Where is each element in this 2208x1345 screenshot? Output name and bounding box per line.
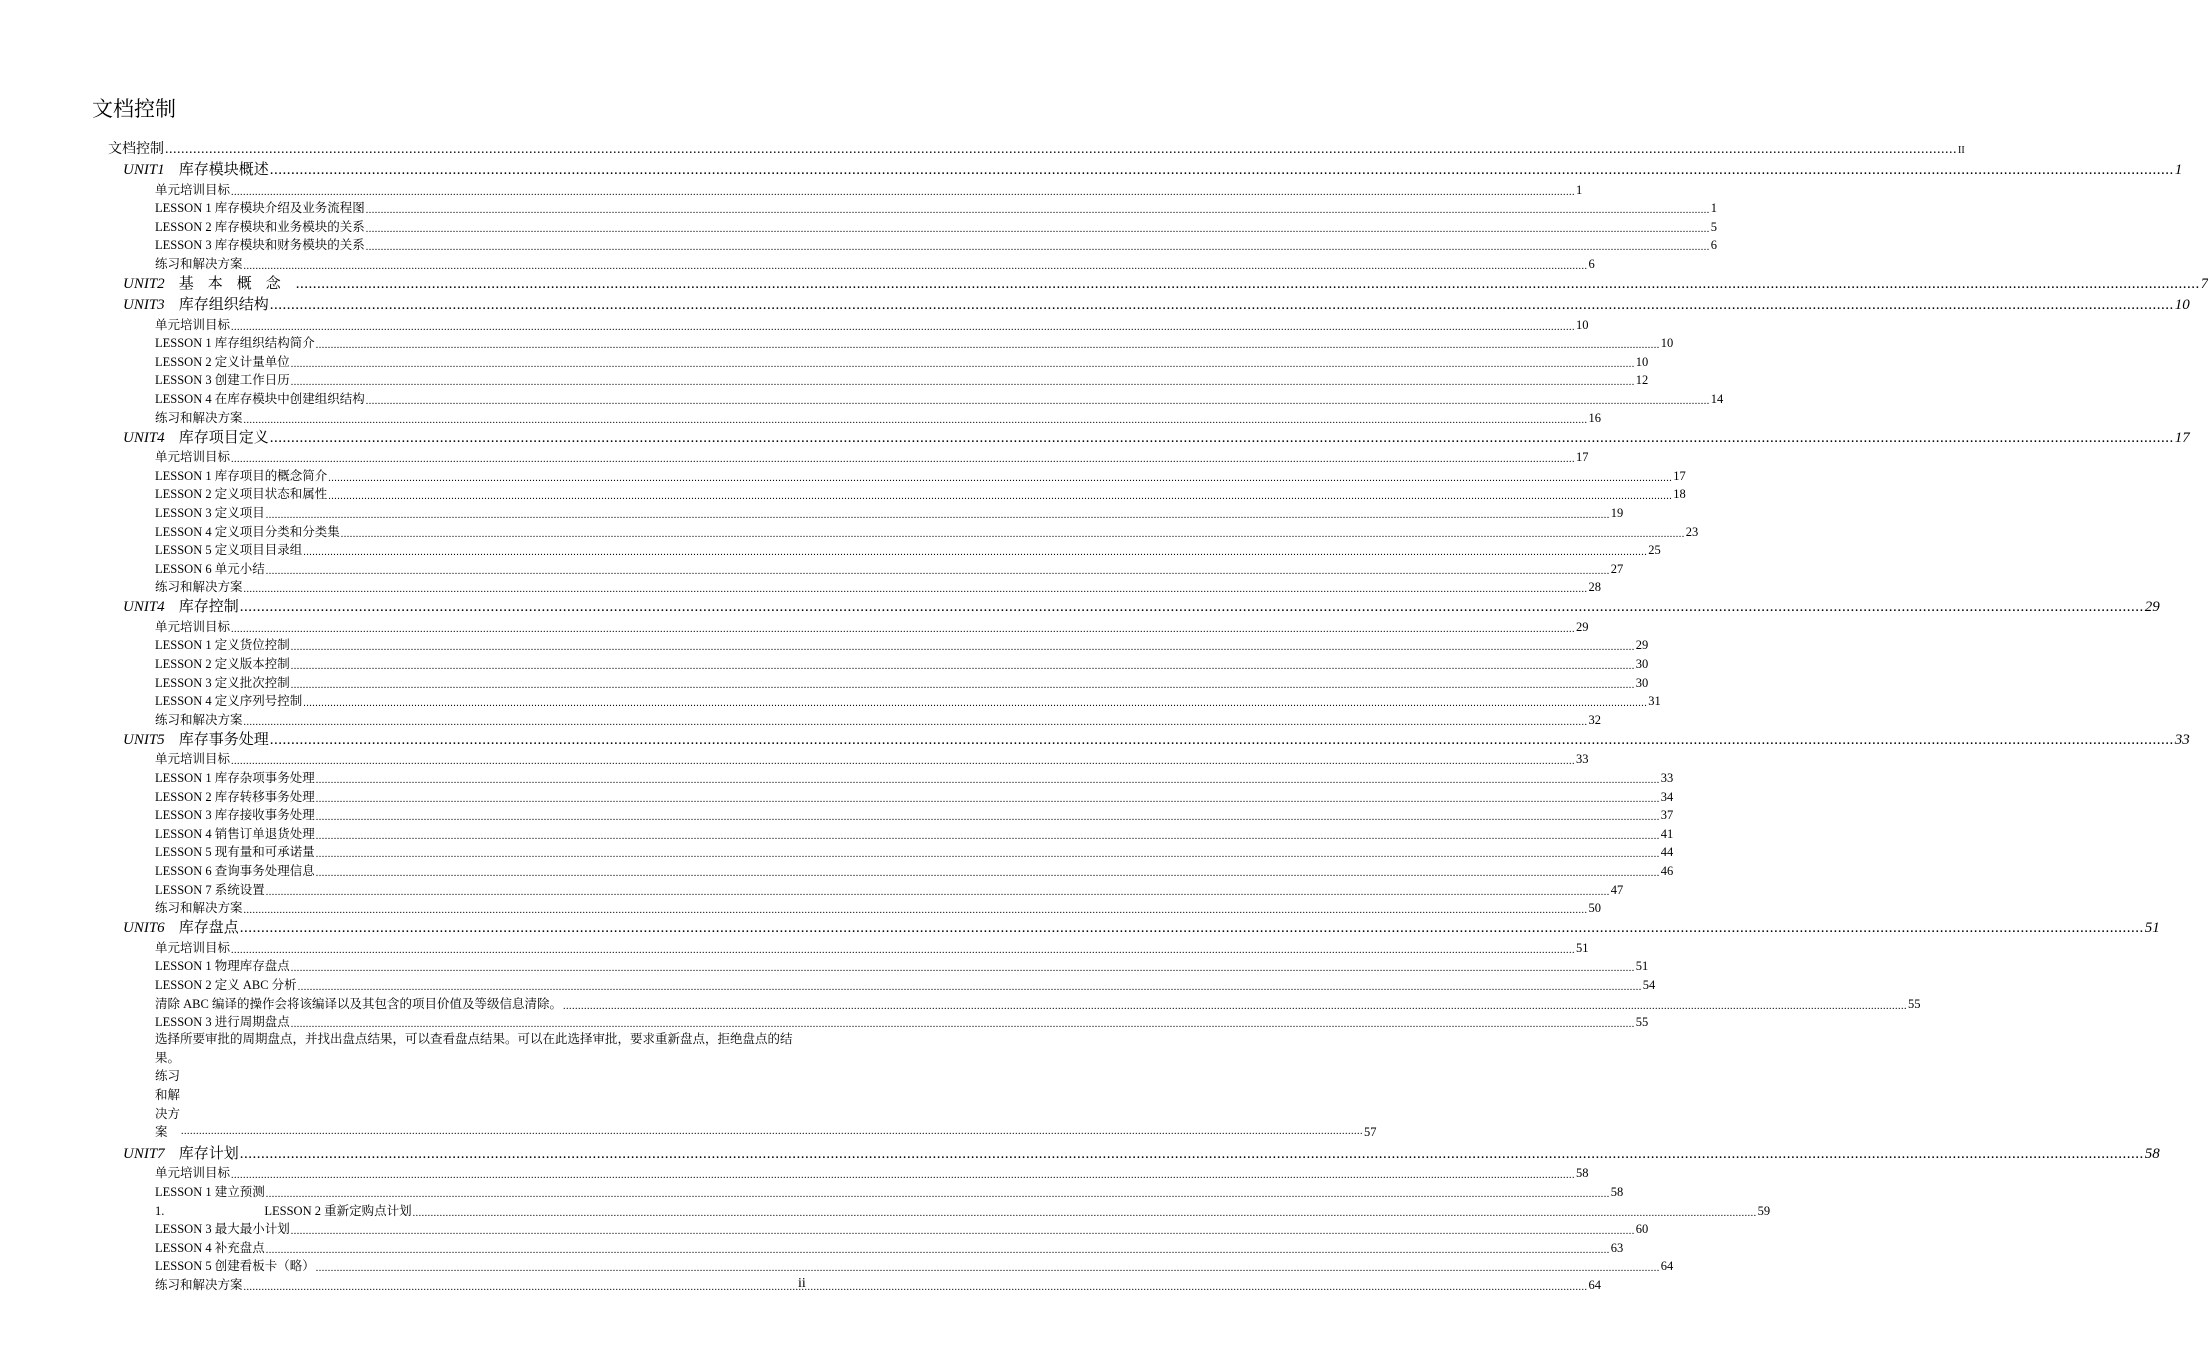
table-of-contents <box>0 139 2208 1293</box>
dot-leader <box>291 1019 1635 1030</box>
dot-leader <box>231 756 1575 767</box>
toc-lesson-title-text: LESSON 4 定义项目分类和分类集 <box>155 524 340 539</box>
toc-lesson-title-text: LESSON 3 定义批次控制 <box>155 675 290 690</box>
toc-lesson-page: 27 <box>1610 561 1624 576</box>
toc-lesson-title-text: 单元培训目标 <box>155 450 231 465</box>
toc-lesson-title <box>155 408 243 426</box>
toc-lesson-page: 32 <box>1588 712 1602 727</box>
dot-leader <box>244 905 1588 916</box>
dot-leader <box>291 1226 1635 1237</box>
toc-lesson-title <box>155 673 290 691</box>
dot-leader <box>244 261 1588 272</box>
toc-lesson-page: 34 <box>1660 789 1674 804</box>
toc-lesson-page: 29 <box>1576 619 1589 634</box>
dot-leader <box>244 1282 1588 1293</box>
toc-unit-page: 58 <box>2144 1145 2160 1162</box>
toc-unit-label: UNIT4 <box>123 429 165 446</box>
toc-lesson-page: 5 <box>1710 219 1717 234</box>
toc-lesson-page: 44 <box>1660 845 1674 860</box>
dot-leader <box>231 945 1575 956</box>
toc-lesson-title-text: LESSON 3 创建工作日历 <box>155 373 290 388</box>
toc-lesson-title-text: LESSON 1 库存模块介绍及业务流程图 <box>155 201 365 216</box>
toc-lesson-title-text: LESSON 1 物理库存盘点 <box>155 959 290 974</box>
dot-leader <box>240 920 2144 937</box>
toc-lesson-page: 54 <box>1642 977 1656 992</box>
toc-unit-name: 库存项目定义 <box>178 429 269 446</box>
toc-lesson-title-text: LESSON 2 定义 ABC 分析 <box>155 977 297 992</box>
toc-unit-page: 1 <box>2174 162 2183 178</box>
toc-lesson-title <box>155 180 230 198</box>
toc-unit-title <box>123 728 269 749</box>
toc-lesson-page: 30 <box>1635 657 1649 672</box>
toc-lesson-page: 60 <box>1635 1222 1649 1237</box>
toc-lesson-entry[interactable] <box>0 1274 1602 1293</box>
toc-lesson-entry[interactable] <box>0 465 1686 484</box>
toc-lesson-title-text: LESSON 3 库存接收事务处理 <box>155 808 315 823</box>
toc-lesson-entry[interactable] <box>0 198 1717 217</box>
toc-lesson-entry[interactable] <box>0 333 1674 352</box>
toc-entry-page: 57 <box>1364 1125 1377 1140</box>
toc-unit-label: UNIT1 <box>123 162 165 178</box>
toc-lesson-title-text: 练习和解决方案 <box>155 712 243 727</box>
toc-lesson-title-text: LESSON 3 进行周期盘点 <box>155 1015 290 1030</box>
dot-leader <box>316 340 1660 351</box>
toc-lesson-entry[interactable] <box>0 1163 1589 1182</box>
toc-lesson-title <box>155 617 230 635</box>
toc-lesson-title-text: LESSON 1 库存组织结构简介 <box>155 336 315 351</box>
toc-lesson-title <box>155 559 265 577</box>
toc-lesson-page: 23 <box>1685 524 1699 539</box>
toc-lesson-title-text: LESSON 4 销售订单退货处理 <box>155 826 315 841</box>
toc-lesson-entry[interactable] <box>0 216 1717 235</box>
toc-unit-title <box>123 293 269 314</box>
toc-lesson-title <box>155 466 327 484</box>
toc-unit-page: 29 <box>2144 599 2160 616</box>
toc-unit-title <box>123 158 269 179</box>
dot-leader <box>240 599 2144 616</box>
toc-lesson-title-text: LESSON 3 定义项目 <box>155 505 265 520</box>
toc-lesson-page: 17 <box>1673 468 1686 483</box>
toc-lesson-entry[interactable] <box>0 1181 1624 1200</box>
dot-leader <box>165 142 1957 158</box>
toc-lesson-entry[interactable] <box>0 860 1674 879</box>
toc-unit-name: 基本概念 <box>178 275 295 292</box>
toc-unit-title <box>123 595 239 616</box>
toc-lesson-page: 30 <box>1635 675 1649 690</box>
toc-lesson-title <box>155 198 365 216</box>
toc-lesson-entry[interactable] <box>0 635 1649 654</box>
toc-lesson-title-text: LESSON 7 系统设置 <box>155 882 265 897</box>
dot-leader <box>291 680 1635 691</box>
toc-lesson-title <box>155 389 365 407</box>
toc-lesson-page: 33 <box>1576 752 1589 767</box>
toc-unit-entry[interactable] <box>0 293 2190 314</box>
toc-unit-entry[interactable] <box>0 272 2208 293</box>
toc-lesson-title <box>155 540 302 558</box>
toc-lesson-title <box>155 1163 230 1181</box>
toc-lesson-entry[interactable] <box>0 484 1686 503</box>
toc-lesson-title-text: LESSON 2 定义计量单位 <box>155 354 290 369</box>
toc-lesson-title-text: 单元培训目标 <box>155 1166 231 1181</box>
toc-lesson-title <box>155 1238 265 1256</box>
dot-leader <box>291 963 1635 974</box>
toc-lesson-entry[interactable] <box>0 805 1674 824</box>
dot-leader <box>291 377 1635 388</box>
toc-lesson-entry[interactable] <box>0 314 1589 333</box>
toc-lesson-title <box>155 522 340 540</box>
dot-leader <box>296 276 2200 293</box>
dot-leader <box>270 430 2174 447</box>
toc-lesson-number: 1. <box>155 1203 165 1218</box>
toc-lesson-title-text: 练习和解决方案 <box>155 410 243 425</box>
dot-leader <box>266 887 1610 898</box>
toc-lesson-entry[interactable] <box>0 447 1589 466</box>
toc-lesson-title-text: LESSON 5 创建看板卡（略） <box>155 1259 315 1274</box>
toc-lesson-title-text: LESSON 1 库存项目的概念简介 <box>155 468 328 483</box>
toc-lesson-entry[interactable] <box>0 653 1649 672</box>
toc-lesson-title <box>155 503 265 521</box>
toc-entry-title-line2: 果。练习和解决方案 <box>155 1050 181 1140</box>
toc-lesson-title <box>155 1219 290 1237</box>
dot-leader <box>231 1170 1575 1181</box>
toc-lesson-entry[interactable] <box>0 823 1674 842</box>
toc-lesson-title-text: LESSON 2 库存转移事务处理 <box>155 789 315 804</box>
toc-lesson-title <box>155 654 290 672</box>
toc-lesson-page: 31 <box>1648 694 1661 709</box>
toc-entry-page: II <box>1958 145 1965 156</box>
dot-leader <box>316 849 1660 860</box>
toc-unit-page: 51 <box>2144 920 2160 937</box>
dot-leader <box>270 297 2174 314</box>
toc-unit-name: 库存事务处理 <box>178 731 269 748</box>
toc-lesson-entry[interactable] <box>0 993 1921 1012</box>
toc-lesson-entry[interactable] <box>0 407 1602 426</box>
toc-lesson-title <box>155 333 315 351</box>
toc-lesson-title-text: LESSON 3 库存模块和财务模块的关系 <box>155 238 365 253</box>
toc-lesson-entry[interactable] <box>0 709 1602 728</box>
dot-leader <box>328 473 1672 484</box>
toc-lesson-title-text: LESSON 1 建立预测 <box>155 1184 265 1199</box>
toc-lesson-title-text: LESSON 1 定义货位控制 <box>155 638 290 653</box>
toc-lesson-title-text: LESSON 4 补充盘点 <box>155 1240 265 1255</box>
toc-lesson-page: 6 <box>1588 256 1595 271</box>
dot-leader: .......................................................................................................................................................................................................................................................................................................................................................................................................... <box>181 1126 1364 1138</box>
toc-lesson-title <box>155 1201 412 1219</box>
toc-unit-name: 库存组织结构 <box>178 296 269 313</box>
toc-unit-name: 库存控制 <box>178 599 239 616</box>
toc-lesson-title-text: 练习和解决方案 <box>155 580 243 595</box>
toc-unit-title <box>123 916 239 937</box>
toc-lesson-entry[interactable] <box>0 1237 1624 1256</box>
toc-lesson-title <box>155 956 290 974</box>
toc-unit-name: 库存盘点 <box>178 920 239 937</box>
toc-lesson-page: 25 <box>1648 543 1661 558</box>
toc-lesson-title <box>155 370 290 388</box>
dot-leader <box>244 717 1588 728</box>
dot-leader <box>413 1208 1757 1219</box>
toc-unit-entry[interactable] <box>0 595 2160 616</box>
toc-lesson-page: 58 <box>1576 1166 1589 1181</box>
dot-leader <box>270 162 2174 179</box>
toc-units <box>0 158 2208 1030</box>
dot-leader <box>244 584 1588 595</box>
toc-lesson-title-text: LESSON 4 在库存模块中创建组织结构 <box>155 391 365 406</box>
toc-lesson-title-text: 练习和解决方案 <box>155 1277 243 1292</box>
toc-unit-label: UNIT5 <box>123 731 165 748</box>
toc-lesson-title <box>155 749 230 767</box>
toc-lesson-entry[interactable] <box>0 616 1589 635</box>
toc-unit-page: 10 <box>2174 296 2190 313</box>
toc-lesson-page: 51 <box>1635 959 1649 974</box>
toc-lesson-title <box>155 768 315 786</box>
toc-unit-label: UNIT6 <box>123 920 165 937</box>
dot-leader <box>316 775 1660 786</box>
dot-leader <box>270 732 2174 749</box>
toc-lesson-title <box>155 254 243 272</box>
toc-lesson-title-text: 练习和解决方案 <box>155 256 243 271</box>
toc-lesson-page: 1 <box>1710 201 1717 216</box>
toc-lesson-title <box>155 1012 290 1030</box>
toc-lesson-title <box>155 710 243 728</box>
toc-lesson-title-text: LESSON 2 定义版本控制 <box>155 657 290 672</box>
toc-lesson-title <box>155 880 265 898</box>
toc-lesson-entry[interactable] <box>0 767 1674 786</box>
dot-leader <box>266 1245 1610 1256</box>
toc-lesson-title-text: LESSON 2 重新定购点计划 <box>264 1203 412 1218</box>
toc-lesson-title <box>155 484 327 502</box>
toc-lesson-entry[interactable] <box>0 672 1649 691</box>
toc-lesson-entry[interactable] <box>0 351 1649 370</box>
toc-lesson-title <box>155 352 290 370</box>
page-number: ii <box>798 1276 806 1291</box>
toc-lesson-page: 63 <box>1610 1240 1624 1255</box>
toc-lesson-entry[interactable] <box>0 1219 1649 1238</box>
toc-lesson-entry[interactable] <box>0 1012 1649 1031</box>
toc-lesson-entry[interactable] <box>0 502 1624 521</box>
dot-leader <box>366 396 1710 407</box>
toc-entry-title: 文档控制 <box>108 142 164 157</box>
dot-leader <box>303 547 1647 558</box>
toc-lesson-page: 10 <box>1660 336 1674 351</box>
dot-leader <box>316 831 1660 842</box>
toc-unit-page: 33 <box>2174 731 2190 748</box>
dot-leader <box>266 1189 1610 1200</box>
toc-lesson-title <box>155 217 365 235</box>
toc-lesson-page: 47 <box>1610 882 1624 897</box>
toc-lesson-page: 55 <box>1907 996 1921 1011</box>
toc-lesson-title-text: 练习和解决方案 <box>155 901 243 916</box>
toc-lesson-title <box>155 1182 265 1200</box>
toc-lesson-entry[interactable] <box>0 898 1602 917</box>
toc-unit-entry[interactable] <box>0 1142 2160 1163</box>
toc-entry-title-line2-row <box>155 1049 1377 1142</box>
toc-unit-title <box>123 1142 239 1163</box>
dot-leader <box>366 224 1710 235</box>
toc-lesson-entry[interactable] <box>0 235 1717 254</box>
dot-leader <box>291 642 1635 653</box>
dot-leader <box>316 868 1660 879</box>
toc-lesson-page: 55 <box>1635 1015 1649 1030</box>
toc-unit-entry[interactable] <box>0 728 2190 749</box>
toc-lesson-page: 12 <box>1635 373 1649 388</box>
dot-leader <box>298 982 1642 993</box>
toc-lesson-entry[interactable] <box>0 1200 1771 1219</box>
toc-lesson-page: 16 <box>1588 410 1602 425</box>
toc-lesson-title-text: LESSON 5 定义项目目录组 <box>155 543 303 558</box>
toc-lesson-title <box>155 861 315 879</box>
toc-lesson-title-text: 单元培训目标 <box>155 317 231 332</box>
toc-lesson-page: 59 <box>1757 1203 1771 1218</box>
dot-leader <box>563 1001 1907 1012</box>
toc-lesson-page: 64 <box>1588 1277 1602 1292</box>
toc-lesson-page: 58 <box>1610 1184 1624 1199</box>
dot-leader <box>291 359 1635 370</box>
toc-lesson-title-text: 单元培训目标 <box>155 182 231 197</box>
toc-lesson-entry[interactable] <box>0 691 1661 710</box>
dot-leader <box>231 187 1575 198</box>
toc-lesson-page: 19 <box>1610 505 1624 520</box>
toc-lesson-title <box>155 691 302 709</box>
toc-lesson-entry[interactable] <box>0 842 1674 861</box>
toc-unit-title <box>123 426 269 447</box>
dot-leader <box>266 566 1610 577</box>
dot-leader <box>231 454 1575 465</box>
toc-lesson-entry[interactable] <box>0 577 1602 596</box>
toc-lesson-page: 37 <box>1660 808 1674 823</box>
dot-leader <box>366 205 1710 216</box>
toc-unit-label: UNIT3 <box>123 296 165 313</box>
toc-lesson-title <box>155 1256 315 1274</box>
toc-lesson-title <box>155 994 562 1012</box>
dot-leader <box>240 1146 2144 1163</box>
dot-leader <box>266 510 1610 521</box>
dot-leader <box>231 624 1575 635</box>
toc-lesson-page: 6 <box>1710 238 1717 253</box>
toc-unit-entry[interactable] <box>0 158 2183 179</box>
toc-lesson-title <box>155 824 315 842</box>
dot-leader <box>328 491 1672 502</box>
toc-lesson-page: 50 <box>1588 901 1602 916</box>
toc-unit-page: 17 <box>2174 429 2190 446</box>
toc-lesson-title <box>155 635 290 653</box>
toc-lesson-page: 17 <box>1576 450 1589 465</box>
toc-lesson-entry[interactable] <box>0 937 1589 956</box>
toc-lesson-title <box>155 805 315 823</box>
toc-lesson-title <box>155 938 230 956</box>
toc-lesson-title-text: 单元培训目标 <box>155 940 231 955</box>
toc-lesson-title <box>155 842 315 860</box>
toc-entry-doc-control[interactable] <box>0 139 1965 158</box>
toc-lesson-title-text: 单元培训目标 <box>155 619 231 634</box>
dot-leader <box>231 322 1575 333</box>
toc-lesson-entry[interactable] <box>0 540 1661 559</box>
toc-lesson-title-text: LESSON 4 定义序列号控制 <box>155 694 303 709</box>
toc-lesson-entry[interactable] <box>0 879 1624 898</box>
toc-lesson-page: 33 <box>1660 771 1674 786</box>
toc-unit-label: UNIT2 <box>123 275 165 292</box>
toc-lesson-entry[interactable] <box>0 253 1595 272</box>
toc-lesson-page: 1 <box>1576 182 1583 197</box>
toc-lesson-page: 46 <box>1660 864 1674 878</box>
toc-unit-page: 7 <box>2200 275 2208 292</box>
toc-lesson-entry[interactable] <box>0 370 1649 389</box>
toc-lesson-page: 41 <box>1660 826 1674 841</box>
dot-leader <box>316 812 1660 823</box>
dot-leader <box>341 529 1685 540</box>
toc-lesson-title <box>155 975 297 993</box>
toc-unit-name: 库存计划 <box>178 1145 239 1162</box>
toc-lesson-title <box>155 447 230 465</box>
toc-lesson-title-text: LESSON 2 库存模块和业务模块的关系 <box>155 219 365 234</box>
toc-lesson-title-text: LESSON 1 库存杂项事务处理 <box>155 771 315 786</box>
toc-lesson-title-text: LESSON 6 查询事务处理信息 <box>155 864 315 878</box>
toc-lesson-title-text: LESSON 2 定义项目状态和属性 <box>155 487 328 502</box>
toc-lesson-title-text: 单元培训目标 <box>155 752 231 767</box>
toc-lesson-entry[interactable] <box>0 974 1656 993</box>
toc-lesson-page: 29 <box>1635 638 1649 653</box>
dot-leader <box>303 698 1647 709</box>
dot-leader <box>316 794 1660 805</box>
toc-lesson-title <box>155 898 243 916</box>
toc-lesson-entry[interactable] <box>0 179 1583 198</box>
toc-unit-entry[interactable] <box>0 916 2160 937</box>
dot-leader <box>291 661 1635 672</box>
toc-lesson-title <box>155 1275 243 1293</box>
toc-unit7 <box>0 1142 2160 1293</box>
toc-entry-title-line1: 选择所要审批的周期盘点，并找出盘点结果，可以查看盘点结果。可以在此选择审批，要求重新盘点，拒绝盘点的结 <box>155 1032 793 1047</box>
toc-unit-title <box>123 272 295 293</box>
toc-lesson-page: 51 <box>1576 940 1589 955</box>
toc-lesson-title <box>155 577 243 595</box>
toc-lesson-entry[interactable] <box>0 1256 1674 1275</box>
toc-lesson-page: 14 <box>1710 391 1724 406</box>
dot-leader <box>244 415 1588 426</box>
dot-leader <box>316 1263 1660 1274</box>
toc-lesson-page: 10 <box>1635 354 1649 369</box>
toc-lesson-entry[interactable] <box>0 521 1699 540</box>
toc-lesson-entry[interactable] <box>0 388 1724 407</box>
page-title: 文档控制 <box>92 97 176 121</box>
toc-lesson-entry[interactable] <box>0 786 1674 805</box>
toc-lesson-entry[interactable] <box>0 956 1649 975</box>
toc-unit-entry[interactable] <box>0 426 2190 447</box>
toc-lesson-entry[interactable] <box>0 749 1589 768</box>
toc-lesson-title-text: LESSON 3 最大最小计划 <box>155 1222 290 1237</box>
toc-lesson-title <box>155 787 315 805</box>
toc-lesson-page: 10 <box>1576 317 1589 332</box>
toc-unit-name: 库存模块概述 <box>178 162 269 178</box>
toc-lesson-entry[interactable] <box>0 558 1624 577</box>
toc-lesson-title <box>155 235 365 253</box>
toc-lesson-page: 28 <box>1588 580 1602 595</box>
toc-lesson-title-text: LESSON 5 现有量和可承诺量 <box>155 845 315 860</box>
dot-leader <box>366 242 1710 253</box>
toc-lesson-title <box>155 315 230 333</box>
toc-lesson-page: 64 <box>1660 1259 1674 1274</box>
toc-lesson-page: 18 <box>1673 487 1686 502</box>
toc-lesson-title-text: 清除 ABC 编译的操作会将该编译以及其包含的项目价值及等级信息清除。 <box>155 996 562 1011</box>
toc-unit-label: UNIT4 <box>123 599 165 616</box>
toc-entry-wrapped[interactable] <box>0 1030 1377 1142</box>
toc-unit-label: UNIT7 <box>123 1145 165 1162</box>
toc-lesson-title-text: LESSON 6 单元小结 <box>155 561 265 576</box>
